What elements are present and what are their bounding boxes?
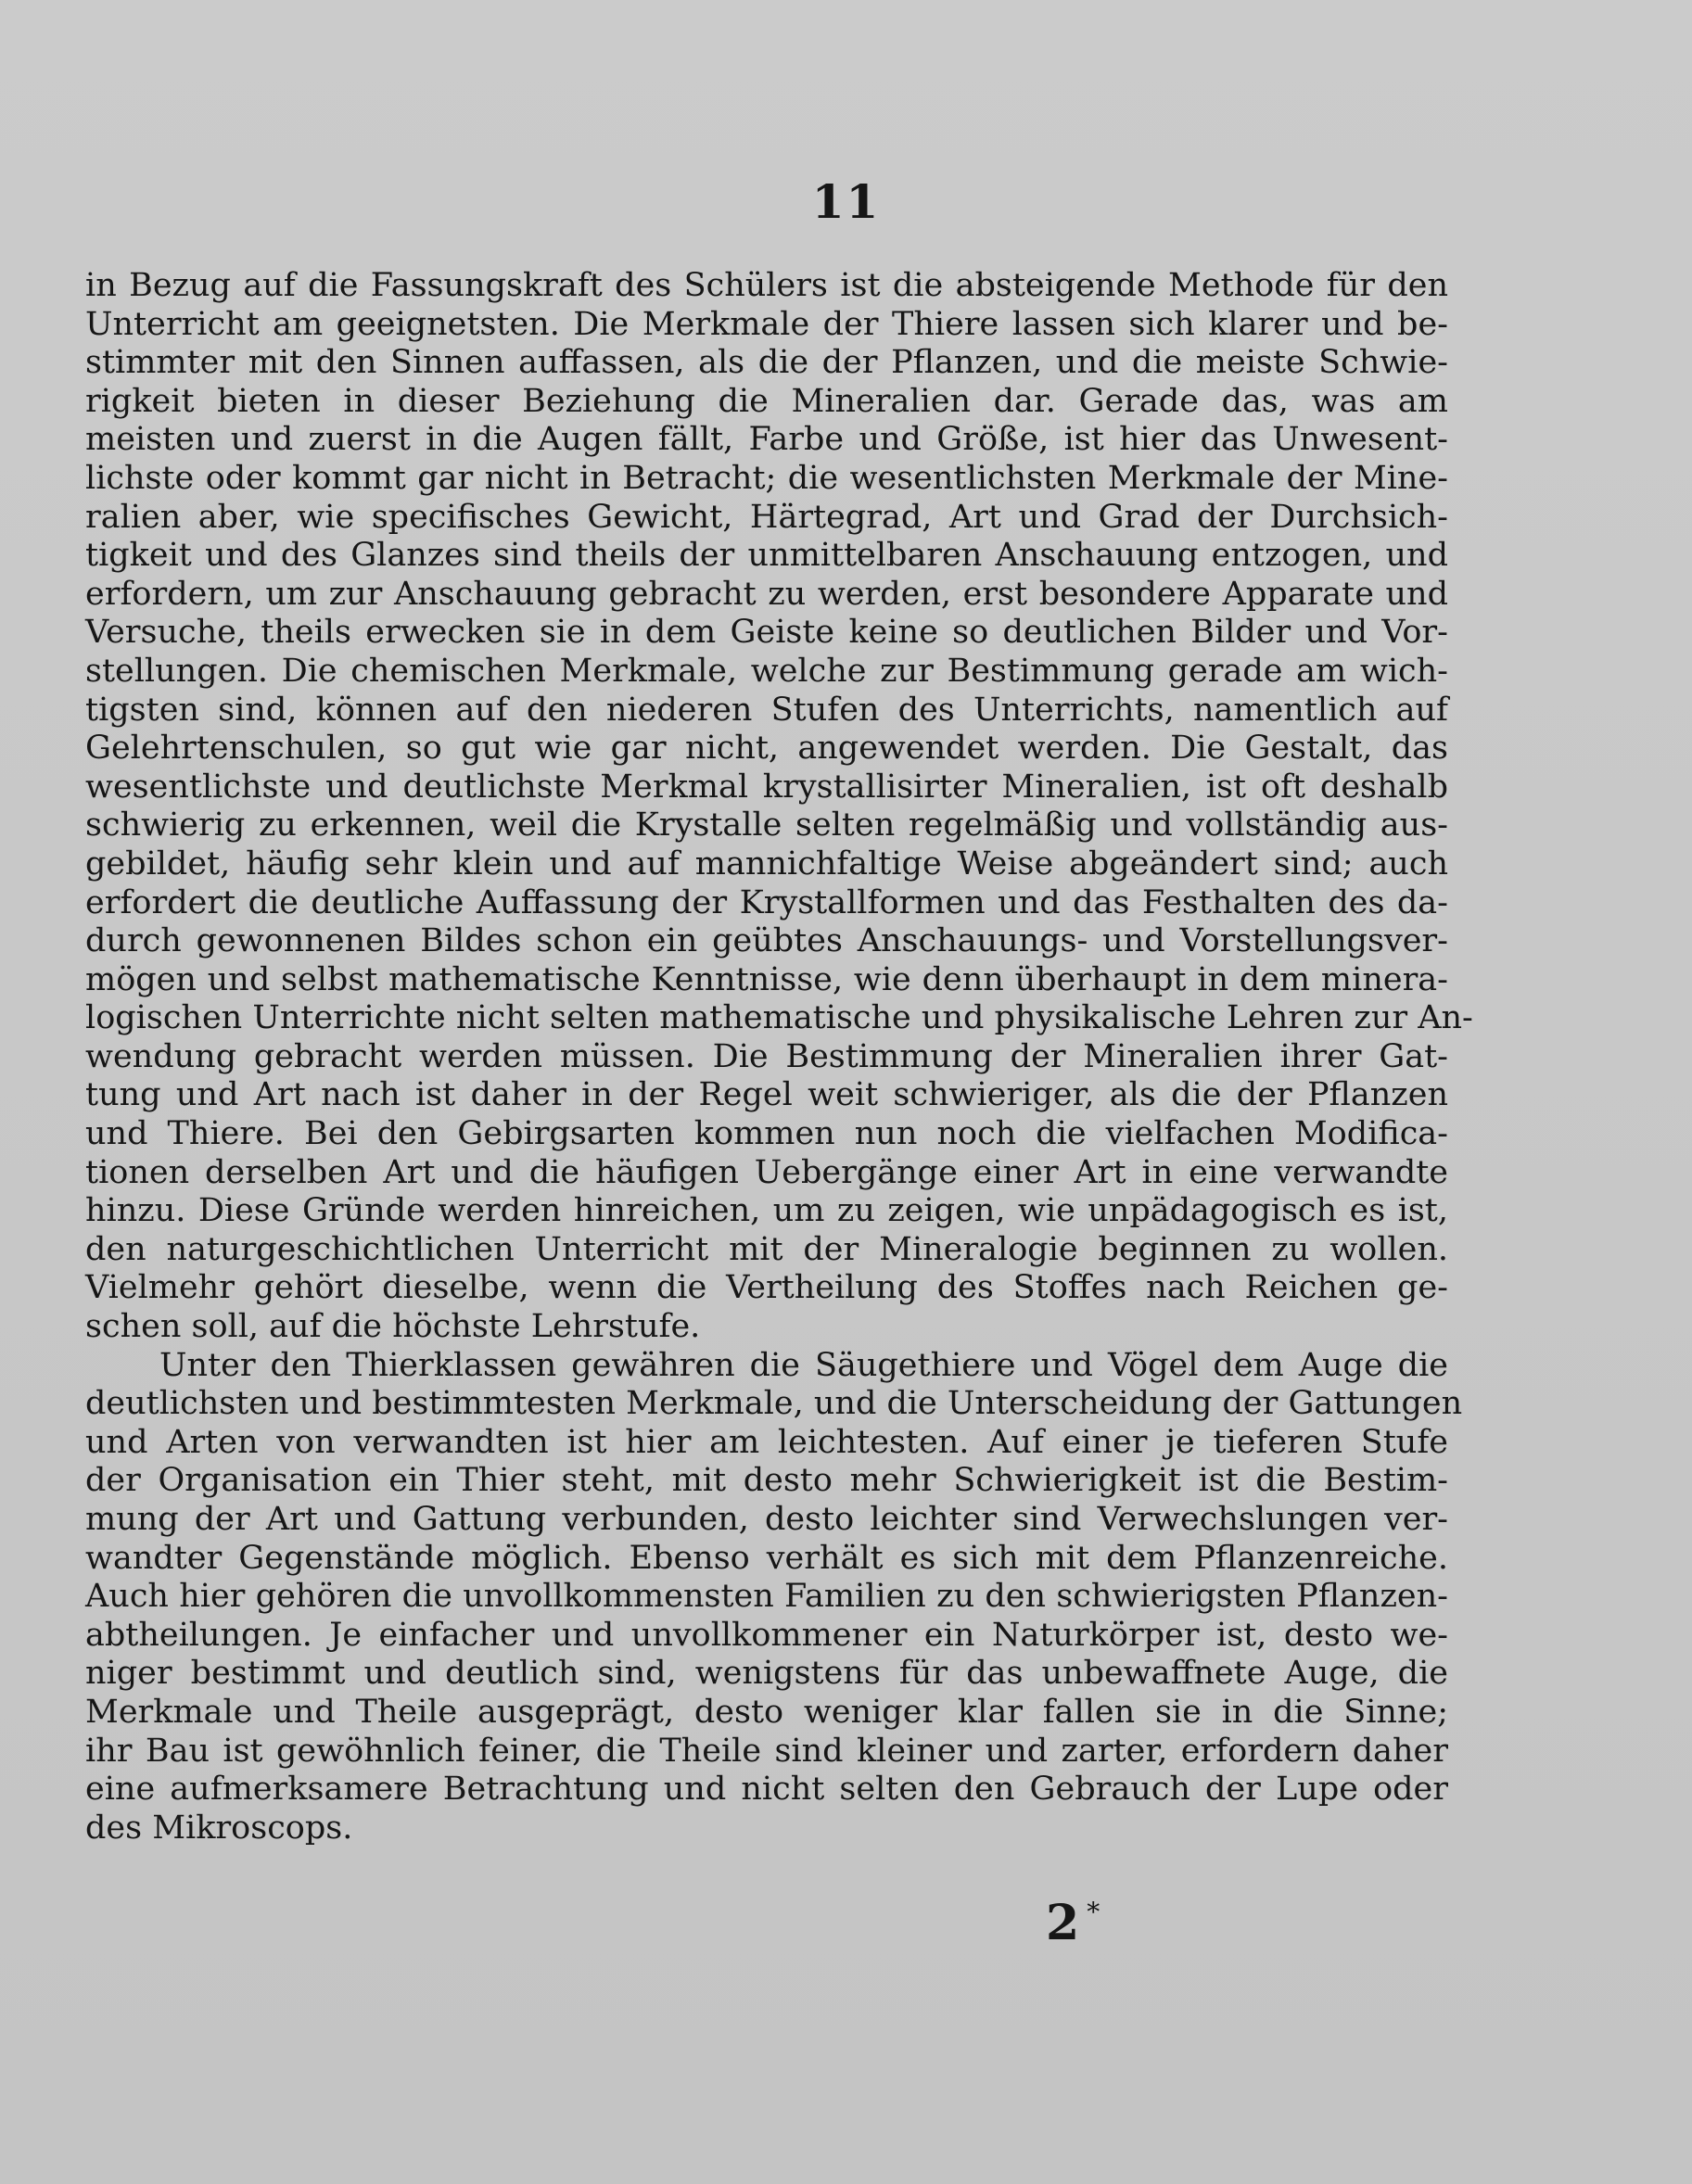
- paragraph-2: [85, 1346, 1463, 1848]
- text-line: und Arten von verwandten ist hier am leichtesten. Auf einer je tieferen Stufe: [85, 1423, 1448, 1461]
- page-number: 11: [811, 174, 881, 229]
- text-line: stimmter mit den Sinnen auffassen, als die der Pflanzen, und die meiste Schwie-: [85, 344, 1448, 382]
- text-line: tigsten sind, können auf den niederen Stufen des Unterrichts, namentlich auf: [85, 691, 1448, 729]
- text-line: Versuche, theils erwecken sie in dem Geiste keine so deutlichen Bilder und Vor-: [85, 614, 1448, 652]
- signature-asterisk: *: [1087, 1897, 1100, 1927]
- text-line: Vielmehr gehört dieselbe, wenn die Vertheilung des Stoffes nach Reichen ge-: [85, 1269, 1448, 1307]
- text-line: hinzu. Diese Gründe werden hinreichen, um zu zeigen, wie unpädagogisch es ist,: [85, 1192, 1448, 1230]
- text-line: tigkeit und des Glanzes sind theils der unmittelbaren Anschauung entzogen, und: [85, 537, 1448, 575]
- text-line: eine aufmerksamere Betrachtung und nicht selten den Gebrauch der Lupe oder: [85, 1771, 1448, 1809]
- text-line: Merkmale und Theile ausgeprägt, desto weniger klar fallen sie in die Sinne;: [85, 1693, 1448, 1731]
- text-line: gebildet, häufig sehr klein und auf mannichfaltige Weise abgeändert sind; auch: [85, 844, 1448, 882]
- text-line: Auch hier gehören die unvollkommensten Familien zu den schwierigsten Pflanzen-: [85, 1578, 1448, 1616]
- paragraph-1: [85, 267, 1473, 1347]
- text-line: niger bestimmt und deutlich sind, wenigstens für das unbewaffnete Auge, die: [85, 1655, 1448, 1693]
- body-text: [85, 267, 1473, 1848]
- text-line: ralien aber, wie specifisches Gewicht, Härtegrad, Art und Grad der Durchsich-: [85, 498, 1448, 536]
- text-line: meisten und zuerst in die Augen fällt, Farbe und Größe, ist hier das Unwesent-: [85, 421, 1448, 459]
- text-line: durch gewonnenen Bildes schon ein geübtes Anschauungs- und Vorstellungsver-: [85, 922, 1448, 960]
- text-line: rigkeit bieten in dieser Beziehung die Mineralien dar. Gerade das, was am: [85, 382, 1448, 420]
- text-line: deutlichsten und bestimmtesten Merkmale, und die Unterscheidung der Gattungen: [85, 1385, 1463, 1423]
- text-line: lichste oder kommt gar nicht in Betracht; die wesentlichsten Merkmale der Mine-: [85, 459, 1448, 497]
- text-line: stellungen. Die chemischen Merkmale, welche zur Bestimmung gerade am wich-: [85, 652, 1448, 690]
- text-line: tung und Art nach ist daher in der Regel weit schwieriger, als die der Pflanzen: [85, 1076, 1448, 1114]
- text-line: logischen Unterrichte nicht selten mathematische und physikalische Lehren zur An-: [85, 999, 1473, 1037]
- text-line: mögen und selbst mathematische Kenntnisse, wie denn überhaupt in dem minera-: [85, 960, 1448, 998]
- text-line: und Thiere. Bei den Gebirgsarten kommen nun noch die vielfachen Modifica-: [85, 1115, 1448, 1153]
- text-line: wendung gebracht werden müssen. Die Bestimmung der Mineralien ihrer Gat-: [85, 1037, 1448, 1075]
- text-line: erfordert die deutliche Auffassung der Krystallformen und das Festhalten des da-: [85, 883, 1448, 921]
- text-line: schwierig zu erkennen, weil die Krystalle selten regelmäßig und vollständig aus-: [85, 806, 1448, 844]
- text-line: mung der Art und Gattung verbunden, desto leichter sind Verwechslungen ver-: [85, 1501, 1448, 1538]
- text-line: erfordern, um zur Anschauung gebracht zu werden, erst besondere Apparate und: [85, 575, 1448, 613]
- signature-number: 2: [1046, 1895, 1080, 1951]
- text-line: den naturgeschichtlichen Unterricht mit der Mineralogie beginnen zu wollen.: [85, 1230, 1448, 1268]
- text-line: wesentlichste und deutlichste Merkmal krystallisirter Mineralien, ist oft deshalb: [85, 768, 1448, 806]
- text-line: tionen derselben Art und die häufigen Uebergänge einer Art in eine verwandte: [85, 1153, 1448, 1191]
- text-line: in Bezug auf die Fassungskraft des Schülers ist die absteigende Methode für den: [85, 267, 1448, 304]
- text-line: Unter den Thierklassen gewähren die Säugethiere und Vögel dem Auge die: [159, 1346, 1448, 1384]
- text-line: der Organisation ein Thier steht, mit desto mehr Schwierigkeit ist die Bestim-: [85, 1462, 1448, 1500]
- text-line: wandter Gegenstände möglich. Ebenso verhält es sich mit dem Pflanzenreiche.: [85, 1539, 1448, 1577]
- text-line: Gelehrtenschulen, so gut wie gar nicht, angewendet werden. Die Gestalt, das: [85, 730, 1448, 768]
- text-line: abtheilungen. Je einfacher und unvollkommener ein Naturkörper ist, desto we-: [85, 1616, 1448, 1654]
- text-line: ihr Bau ist gewöhnlich feiner, die Theile sind kleiner und zarter, erfordern daher: [85, 1732, 1448, 1770]
- text-line: Unterricht am geeignetsten. Die Merkmale der Thiere lassen sich klarer und be-: [85, 305, 1448, 343]
- text-line: des Mikroscops.: [85, 1809, 353, 1847]
- text-line: schen soll, auf die höchste Lehrstufe.: [85, 1308, 701, 1346]
- signature-mark: [1046, 1895, 1100, 1951]
